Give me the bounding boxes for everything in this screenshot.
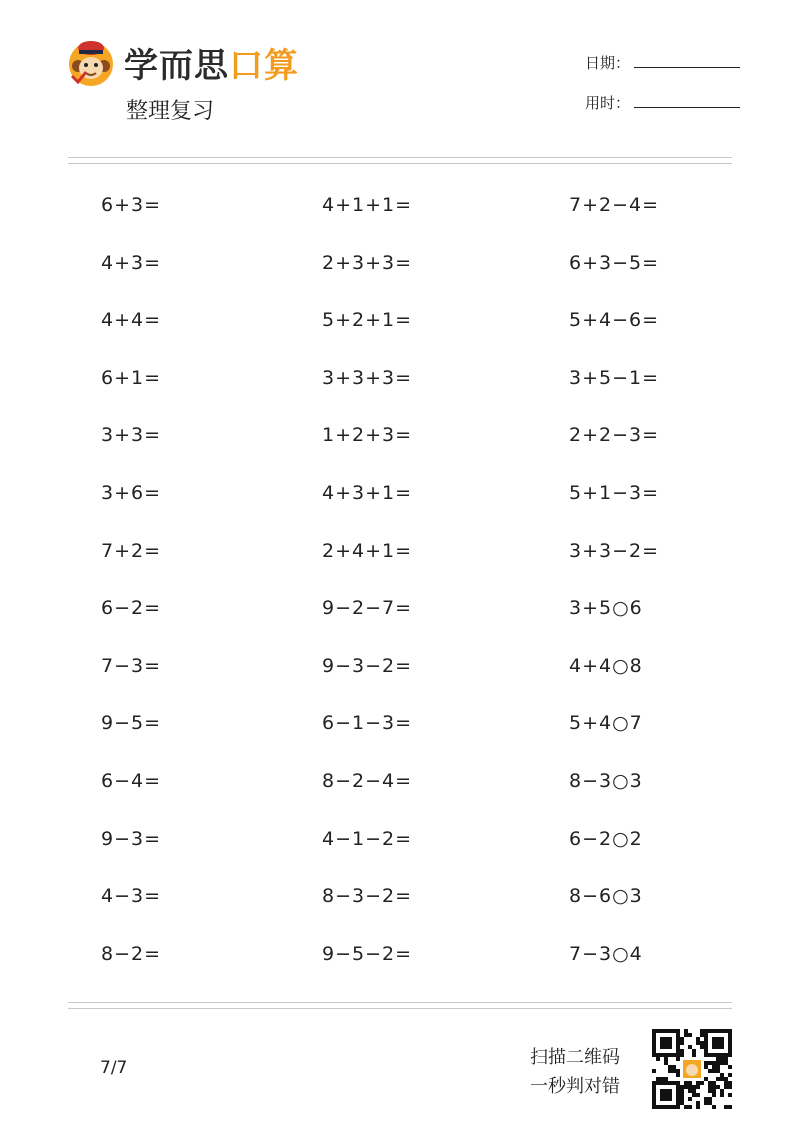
scan-instructions [530, 1043, 620, 1101]
header-divider-top [68, 157, 732, 158]
problem-item: 8−3○3 [569, 769, 643, 792]
problem-item: 7−3= [101, 654, 162, 677]
problem-item: 4+4○8 [569, 654, 643, 677]
date-blank[interactable] [634, 53, 740, 68]
problem-row [0, 246, 800, 304]
time-blank[interactable] [634, 93, 740, 108]
problem-item: 9−3−2= [322, 654, 413, 677]
problem-item: 6−4= [101, 769, 162, 792]
problem-item: 9−3= [101, 827, 162, 850]
problem-row [0, 649, 800, 707]
problem-item: 9−5= [101, 712, 162, 735]
problem-item: 4+3+1= [322, 481, 413, 504]
problem-item: 2+4+1= [322, 539, 413, 562]
problem-item: 4−3= [101, 885, 162, 908]
problem-row [0, 879, 800, 937]
monkey-mascot-icon [66, 36, 116, 88]
problem-item: 3+5○6 [569, 597, 643, 620]
problem-row [0, 476, 800, 534]
problem-grid [0, 188, 800, 994]
problem-row [0, 188, 800, 246]
problem-item: 2+2−3= [569, 424, 660, 447]
brand-title [124, 38, 299, 87]
problem-item: 5+4○7 [569, 712, 643, 735]
footer-divider-top [68, 1002, 732, 1003]
problem-row [0, 706, 800, 764]
problem-item: 5+4−6= [569, 309, 660, 332]
time-label: 用时： [585, 94, 631, 112]
date-label: 日期： [585, 54, 631, 72]
problem-item: 7−3○4 [569, 942, 643, 965]
problem-item: 4−1−2= [322, 827, 413, 850]
worksheet-subtitle: 整理复习 [126, 99, 215, 124]
brand-product: 口算 [229, 46, 299, 86]
problem-item: 5+1−3= [569, 481, 660, 504]
problem-item: 9−5−2= [322, 942, 413, 965]
problem-item: 6−2○2 [569, 827, 643, 850]
problem-row [0, 937, 800, 995]
problem-row [0, 534, 800, 592]
problem-item: 3+5−1= [569, 366, 660, 389]
problem-item: 4+3= [101, 251, 162, 274]
problem-row [0, 303, 800, 361]
qr-code-icon[interactable] [652, 1029, 732, 1109]
problem-item: 6−1−3= [322, 712, 413, 735]
problem-item: 8−2= [101, 942, 162, 965]
problem-item: 6+1= [101, 366, 162, 389]
problem-row [0, 361, 800, 419]
header-divider-bottom [68, 163, 732, 164]
scan-line-2: 一秒判对错 [530, 1076, 620, 1097]
brand-name: 学而思 [124, 46, 229, 86]
problem-item: 9−2−7= [322, 597, 413, 620]
problem-row [0, 418, 800, 476]
problem-item: 3+3= [101, 424, 162, 447]
footer-divider-bottom [68, 1008, 732, 1009]
problem-item: 3+3+3= [322, 366, 413, 389]
problem-item: 8−6○3 [569, 885, 643, 908]
problem-item: 6−2= [101, 597, 162, 620]
problem-item: 4+4= [101, 309, 162, 332]
problem-item: 4+1+1= [322, 194, 413, 216]
time-field [585, 92, 740, 113]
problem-item: 6+3−5= [569, 251, 660, 274]
problem-item: 1+2+3= [322, 424, 413, 447]
problem-row [0, 764, 800, 822]
problem-item: 3+6= [101, 481, 162, 504]
problem-row [0, 822, 800, 880]
problem-item: 6+3= [101, 194, 162, 216]
problem-item: 8−3−2= [322, 885, 413, 908]
date-field [585, 52, 740, 73]
scan-line-1: 扫描二维码 [530, 1047, 620, 1068]
problem-item: 8−2−4= [322, 769, 413, 792]
problem-item: 5+2+1= [322, 309, 413, 332]
problem-row [0, 591, 800, 649]
problem-item: 2+3+3= [322, 251, 413, 274]
problem-item: 7+2= [101, 539, 162, 562]
problem-item: 3+3−2= [569, 539, 660, 562]
page-number: 7/7 [100, 1058, 128, 1078]
problem-item: 7+2−4= [569, 194, 660, 216]
